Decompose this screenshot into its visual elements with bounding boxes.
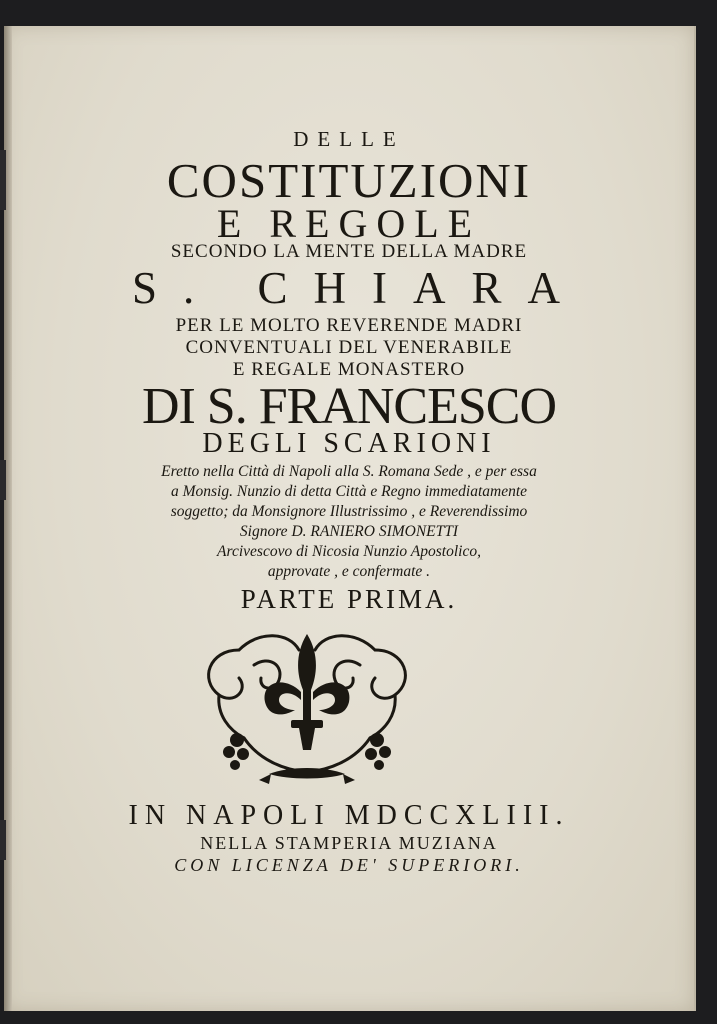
imprint-city-date: IN NAPOLI MDCCXLIII.	[128, 800, 570, 831]
italic-line-5: Arcivescovo di Nicosia Nunzio Apostolico,	[217, 543, 481, 560]
italic-line-1: Eretto nella Città di Napoli alla S. Romana Sede , e per essa	[161, 463, 537, 480]
subtitle-line-regale-monastero: E REGALE MONASTERO	[232, 359, 466, 380]
title-line-delle: DELLE	[293, 127, 405, 151]
imprint-press: NELLA STAMPERIA MUZIANA	[200, 833, 498, 853]
subtitle-line-per-le-madri: PER LE MOLTO REVERENDE MADRI	[175, 315, 523, 336]
left-edge-tab	[0, 150, 6, 210]
italic-line-2: a Monsig. Nunzio di detta Città e Regno immediatamente	[170, 483, 528, 500]
subtitle-line-secondo: SECONDO LA MENTE DELLA MADRE	[170, 241, 528, 262]
part-heading: PARTE PRIMA.	[240, 584, 458, 614]
left-edge-tab	[0, 460, 6, 500]
title-line-degli-scarioni: DEGLI SCARIONI	[202, 428, 496, 459]
title-line-e-regole: E REGOLE	[216, 201, 482, 246]
italic-line-6: approvate , e confermate .	[267, 563, 431, 580]
left-edge-tab	[0, 820, 6, 860]
title-line-costituzioni: COSTITUZIONI	[166, 153, 532, 208]
italic-line-3: soggetto; da Monsignore Illustrissimo , e Reverendissimo	[170, 503, 528, 520]
fleur-de-lis-ornament-icon	[199, 620, 415, 788]
book-page	[4, 26, 696, 1011]
imprint-license: CON LICENZA DE' SUPERIORI.	[174, 855, 524, 875]
italic-line-4: Signore D. RANIERO SIMONETTI	[239, 523, 459, 540]
subtitle-line-conventuali: CONVENTUALI DEL VENERABILE	[185, 337, 513, 358]
title-line-s-chiara: S. CHIARA	[131, 263, 587, 313]
title-line-di-s-francesco: DI S. FRANCESCO	[141, 378, 557, 435]
